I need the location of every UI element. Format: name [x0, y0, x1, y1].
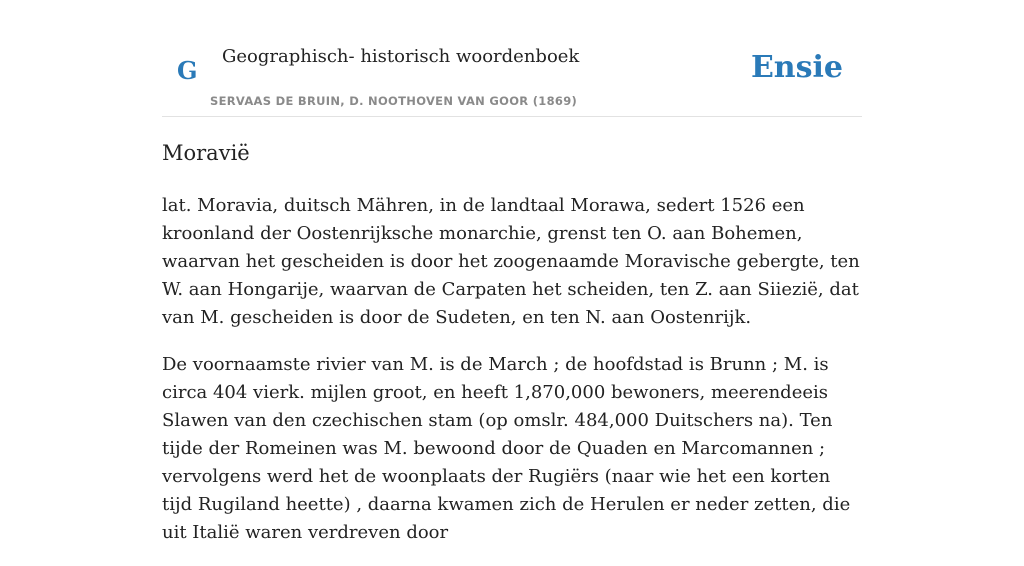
entry-body	[162, 192, 862, 566]
book-authors: SERVAAS DE BRUIN, D. NOOTHOVEN VAN GOOR (1869)	[210, 94, 578, 108]
entry-paragraph: lat. Moravia, duitsch Mähren, in de landtaal Morawa, sedert 1526 een kroonland der Oostenrijksche monarchie, grenst ten O. aan Bohemen, waarvan het gescheiden is door het zoogenaamde Moravische gebergte, ten W. aan Hongarije, waarvan de Carpaten het scheiden, ten Z. aan Siiezië, dat van M. gescheiden is door de Sudeten, en ten N. aan Oostenrijk.	[162, 195, 860, 328]
page-header	[162, 0, 862, 117]
book-logo[interactable]: G	[177, 56, 198, 85]
ensie-logo[interactable]: Ensie	[750, 50, 843, 85]
entry-paragraph: De voornaamste rivier van M. is de March ; de hoofdstad is Brunn ; M. is circa 404 vierk. mijlen groot, en heeft 1,870,000 bewoners, meerendeeis Slawen van den czechischen stam (op omslr. 484,000 Duitschers na). Ten tijde der Romeinen was M. bewoond door de Quaden en Marcomannen ; vervolgens werd het de woonplaats der Rugiërs (naar wie het een korten tijd Rugiland heette) , daarna kwamen zich de Herulen er neder zetten, die uit Italië waren verdreven door	[162, 354, 851, 543]
entry-title: Moravië	[162, 141, 250, 165]
book-title[interactable]: Geographisch- historisch woordenboek	[222, 46, 580, 67]
